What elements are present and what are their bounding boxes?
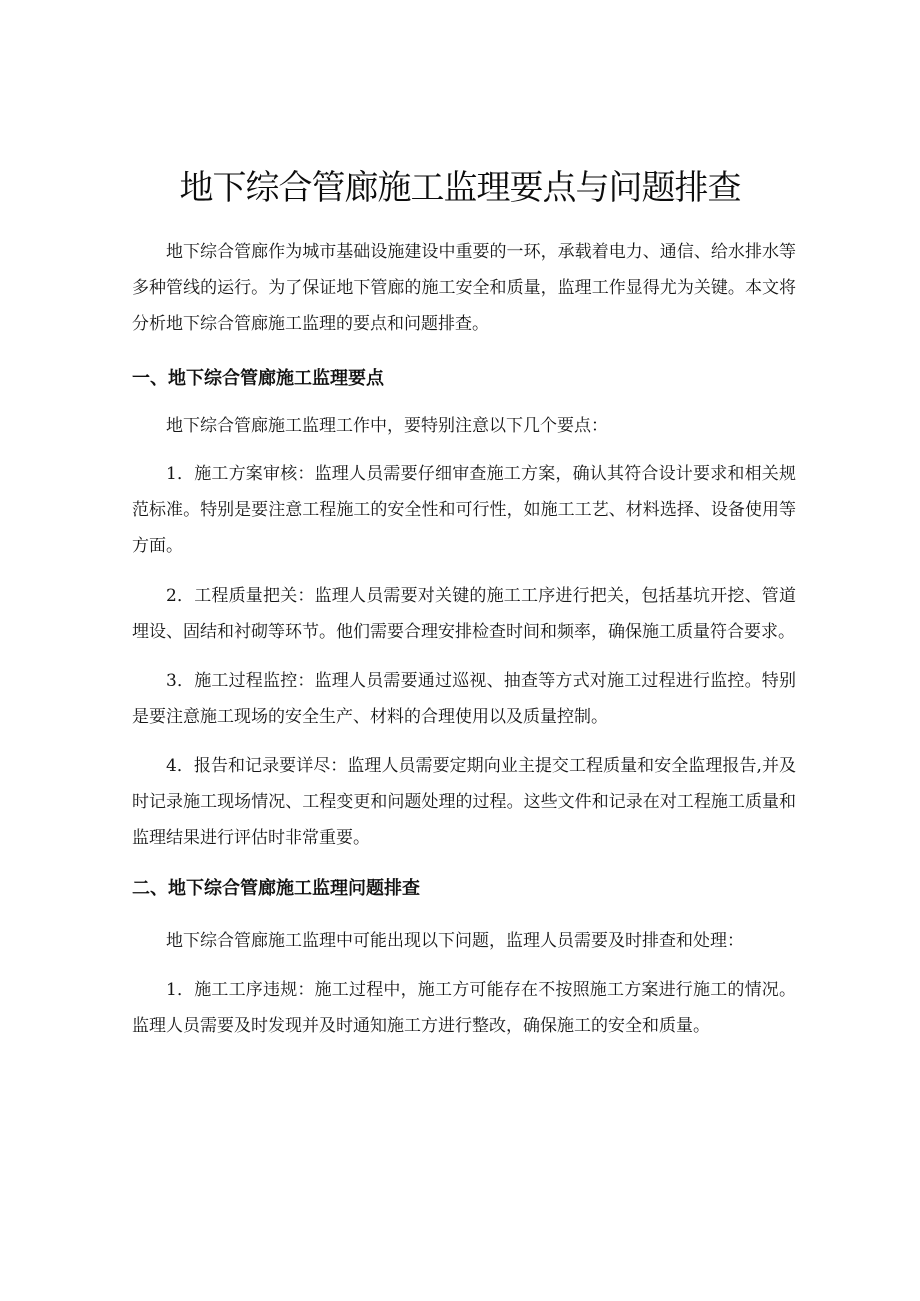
section-one-item: 4．报告和记录要详尽：监理人员需要定期向业主提交工程质量和安全监理报告,并及时记录施工现场情况、工程变更和问题处理的过程。这些文件和记录在对工程施工质量和监理结果进行评估时非常重要。 [132, 756, 796, 848]
section-two-item: 1．施工工序违规：施工过程中，施工方可能存在不按照施工方案进行施工的情况。监理人员需要及时发现并及时通知施工方进行整改，确保施工的安全和质量。 [132, 980, 796, 1036]
section-two-lead: 地下综合管廊施工监理中可能出现以下问题，监理人员需要及时排查和处理： [166, 931, 744, 951]
section-one-item: 1．施工方案审核：监理人员需要仔细审查施工方案，确认其符合设计要求和相关规范标准。特别是要注意工程施工的安全性和可行性，如施工工艺、材料选择、设备使用等方面。 [132, 464, 796, 556]
section-one-item: 3．施工过程监控：监理人员需要通过巡视、抽查等方式对施工过程进行监控。特别是要注意施工现场的安全生产、材料的合理使用以及质量控制。 [132, 671, 796, 727]
intro-paragraph: 地下综合管廊作为城市基础设施建设中重要的一环，承载着电力、通信、给水排水等多种管线的运行。为了保证地下管廊的施工安全和质量，监理工作显得尤为关键。本文将分析地下综合管廊施工监理的要点和问题排查。 [132, 242, 796, 334]
section-one-heading: 一、地下综合管廊施工监理要点 [132, 368, 384, 389]
section-one-item: 2．工程质量把关：监理人员需要对关键的施工工序进行把关，包括基坑开挖、管道埋设、固结和衬砌等环节。他们需要合理安排检查时间和频率，确保施工质量符合要求。 [132, 586, 796, 642]
section-one-lead: 地下综合管廊施工监理工作中，要特别注意以下几个要点： [166, 416, 608, 436]
section-two-heading: 二、地下综合管廊施工监理问题排查 [132, 878, 420, 899]
document-title: 地下综合管廊施工监理要点与问题排查 [179, 168, 741, 208]
